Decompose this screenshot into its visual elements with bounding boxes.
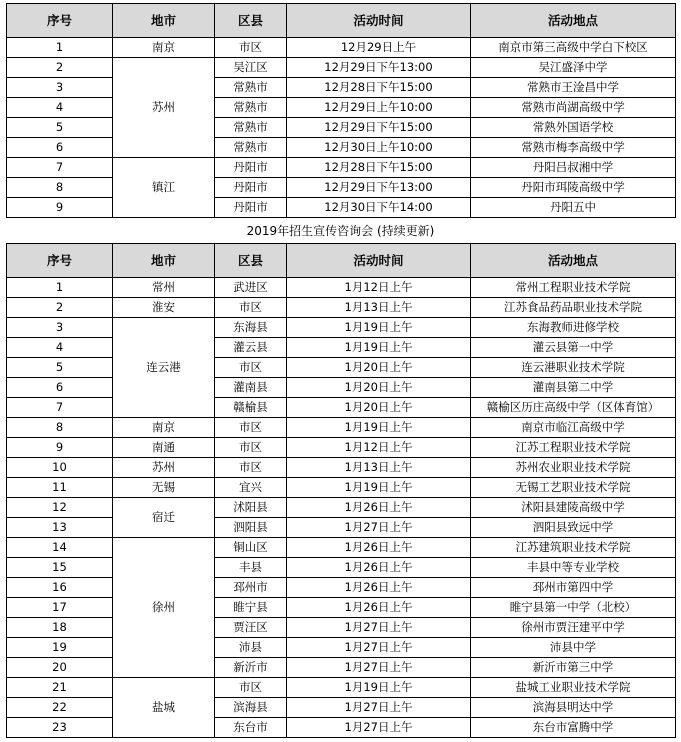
table-row xyxy=(7,378,676,398)
table-row xyxy=(7,598,676,618)
row-city: 南京 xyxy=(113,418,215,438)
row-county: 市区 xyxy=(215,358,287,378)
row-time: 1月12日上午 xyxy=(287,278,471,298)
header-no: 序号 xyxy=(7,4,113,38)
table-row xyxy=(7,358,676,378)
row-county: 贾汪区 xyxy=(215,618,287,638)
row-county: 东海县 xyxy=(215,318,287,338)
row-time: 1月13日上午 xyxy=(287,458,471,478)
row-number: 19 xyxy=(7,638,113,658)
row-city: 南通 xyxy=(113,438,215,458)
row-city: 淮安 xyxy=(113,298,215,318)
row-time: 1月26日上午 xyxy=(287,578,471,598)
table-row xyxy=(7,58,676,78)
row-place: 南京市第三高级中学白下校区 xyxy=(471,38,676,58)
row-number: 20 xyxy=(7,658,113,678)
row-place: 丹阳吕叔湘中学 xyxy=(471,158,676,178)
table-row xyxy=(7,138,676,158)
row-time: 1月12日上午 xyxy=(287,438,471,458)
row-number: 10 xyxy=(7,458,113,478)
row-number: 16 xyxy=(7,578,113,598)
row-place: 灌云县第一中学 xyxy=(471,338,676,358)
table-row xyxy=(7,518,676,538)
row-time: 1月26日上午 xyxy=(287,538,471,558)
header-county: 区县 xyxy=(215,4,287,38)
row-time: 1月13日上午 xyxy=(287,298,471,318)
row-place: 新沂市第三中学 xyxy=(471,658,676,678)
row-place: 连云港职业技术学院 xyxy=(471,358,676,378)
table-row xyxy=(7,718,676,738)
table-row xyxy=(7,278,676,298)
row-number: 4 xyxy=(7,338,113,358)
table-row xyxy=(7,698,676,718)
row-county: 市区 xyxy=(215,418,287,438)
row-place: 灌南县第二中学 xyxy=(471,378,676,398)
row-county: 丰县 xyxy=(215,558,287,578)
row-number: 22 xyxy=(7,698,113,718)
row-county: 常熟市 xyxy=(215,98,287,118)
row-place: 丹阳五中 xyxy=(471,198,676,218)
row-place: 盐城工业职业技术学院 xyxy=(471,678,676,698)
row-time: 1月26日上午 xyxy=(287,498,471,518)
row-number: 2 xyxy=(7,298,113,318)
row-number: 8 xyxy=(7,418,113,438)
row-number: 11 xyxy=(7,478,113,498)
table-row xyxy=(7,618,676,638)
row-place: 南京市临江高级中学 xyxy=(471,418,676,438)
row-time: 1月27日上午 xyxy=(287,518,471,538)
row-place: 丰县中等专业学校 xyxy=(471,558,676,578)
row-county: 市区 xyxy=(215,458,287,478)
row-city: 连云港 xyxy=(113,318,215,418)
row-county: 新沂市 xyxy=(215,658,287,678)
row-place: 沛县中学 xyxy=(471,638,676,658)
row-place: 常熟市尚湖高级中学 xyxy=(471,98,676,118)
row-place: 常熟市王淦昌中学 xyxy=(471,78,676,98)
row-time: 12月29日下午13:00 xyxy=(287,58,471,78)
row-number: 21 xyxy=(7,678,113,698)
row-place: 赣榆区历庄高级中学（区体育馆） xyxy=(471,398,676,418)
row-number: 6 xyxy=(7,378,113,398)
row-time: 1月19日上午 xyxy=(287,318,471,338)
row-time: 1月20日上午 xyxy=(287,398,471,418)
row-county: 丹阳市 xyxy=(215,158,287,178)
table-row xyxy=(7,658,676,678)
row-time: 12月29日上午10:00 xyxy=(287,98,471,118)
row-place: 沭阳县建陵高级中学 xyxy=(471,498,676,518)
row-time: 12月30日上午10:00 xyxy=(287,138,471,158)
row-number: 9 xyxy=(7,198,113,218)
row-city: 镇江 xyxy=(113,158,215,218)
row-place: 徐州市贾汪建平中学 xyxy=(471,618,676,638)
row-time: 1月19日上午 xyxy=(287,678,471,698)
header-place: 活动地点 xyxy=(471,244,676,278)
header-place: 活动地点 xyxy=(471,4,676,38)
row-county: 睢宁县 xyxy=(215,598,287,618)
table-header-row xyxy=(7,244,676,278)
row-county: 市区 xyxy=(215,678,287,698)
header-county: 区县 xyxy=(215,244,287,278)
row-county: 丹阳市 xyxy=(215,178,287,198)
row-place: 江苏工程职业技术学院 xyxy=(471,438,676,458)
row-time: 1月19日上午 xyxy=(287,418,471,438)
row-time: 12月28日下午15:00 xyxy=(287,78,471,98)
section-caption: 2019年招生宣传咨询会 (持续更新) xyxy=(246,224,435,238)
row-county: 常熟市 xyxy=(215,138,287,158)
row-number: 3 xyxy=(7,78,113,98)
row-city: 苏州 xyxy=(113,458,215,478)
table-row xyxy=(7,158,676,178)
row-number: 17 xyxy=(7,598,113,618)
table-row xyxy=(7,338,676,358)
row-number: 23 xyxy=(7,718,113,738)
row-county: 滨海县 xyxy=(215,698,287,718)
table-row xyxy=(7,438,676,458)
row-county: 市区 xyxy=(215,438,287,458)
row-number: 9 xyxy=(7,438,113,458)
table-header-row xyxy=(7,4,676,38)
row-place: 常熟外国语学校 xyxy=(471,118,676,138)
row-place: 无锡工艺职业技术学院 xyxy=(471,478,676,498)
table-row xyxy=(7,118,676,138)
row-number: 18 xyxy=(7,618,113,638)
header-no: 序号 xyxy=(7,244,113,278)
row-county: 市区 xyxy=(215,38,287,58)
table-row xyxy=(7,398,676,418)
row-county: 常熟市 xyxy=(215,118,287,138)
table-row xyxy=(7,298,676,318)
row-county: 市区 xyxy=(215,298,287,318)
row-county: 灌南县 xyxy=(215,378,287,398)
row-time: 1月27日上午 xyxy=(287,718,471,738)
row-time: 1月27日上午 xyxy=(287,698,471,718)
table-body-2 xyxy=(7,278,676,738)
table-row xyxy=(7,498,676,518)
row-time: 1月19日上午 xyxy=(287,478,471,498)
row-place: 常熟市梅李高级中学 xyxy=(471,138,676,158)
row-place: 常州工程职业技术学院 xyxy=(471,278,676,298)
row-county: 沭阳县 xyxy=(215,498,287,518)
row-county: 吴江区 xyxy=(215,58,287,78)
row-county: 赣榆县 xyxy=(215,398,287,418)
row-place: 苏州农业职业技术学院 xyxy=(471,458,676,478)
row-time: 1月19日上午 xyxy=(287,338,471,358)
row-county: 常熟市 xyxy=(215,78,287,98)
row-time: 12月28日下午15:00 xyxy=(287,158,471,178)
row-county: 丹阳市 xyxy=(215,198,287,218)
table-row xyxy=(7,458,676,478)
table-row xyxy=(7,318,676,338)
row-number: 14 xyxy=(7,538,113,558)
table-row xyxy=(7,418,676,438)
row-number: 6 xyxy=(7,138,113,158)
row-number: 2 xyxy=(7,58,113,78)
table-row xyxy=(7,478,676,498)
row-city: 徐州 xyxy=(113,538,215,678)
row-time: 1月27日上午 xyxy=(287,618,471,638)
table-row xyxy=(7,558,676,578)
row-time: 12月29日下午13:00 xyxy=(287,178,471,198)
row-time: 1月20日上午 xyxy=(287,358,471,378)
row-time: 1月27日上午 xyxy=(287,658,471,678)
row-time: 1月26日上午 xyxy=(287,558,471,578)
table-row xyxy=(7,198,676,218)
row-place: 滨海县明达中学 xyxy=(471,698,676,718)
row-number: 3 xyxy=(7,318,113,338)
row-number: 5 xyxy=(7,118,113,138)
row-number: 5 xyxy=(7,358,113,378)
table-row xyxy=(7,678,676,698)
row-city: 苏州 xyxy=(113,58,215,158)
row-place: 丹阳市珥陵高级中学 xyxy=(471,178,676,198)
row-place: 泗阳县致远中学 xyxy=(471,518,676,538)
row-place: 江苏建筑职业技术学院 xyxy=(471,538,676,558)
row-county: 沛县 xyxy=(215,638,287,658)
table-row xyxy=(7,578,676,598)
row-place: 吴江盛泽中学 xyxy=(471,58,676,78)
table-row xyxy=(7,78,676,98)
row-place: 邳州市第四中学 xyxy=(471,578,676,598)
row-county: 东台市 xyxy=(215,718,287,738)
row-place: 江苏食品药品职业技术学院 xyxy=(471,298,676,318)
row-place: 睢宁县第一中学（北校） xyxy=(471,598,676,618)
row-time: 12月30日下午14:00 xyxy=(287,198,471,218)
row-number: 8 xyxy=(7,178,113,198)
row-number: 4 xyxy=(7,98,113,118)
schedule-table-2 xyxy=(6,243,676,738)
row-time: 1月26日上午 xyxy=(287,598,471,618)
header-city: 地市 xyxy=(113,244,215,278)
table-row xyxy=(7,38,676,58)
header-city: 地市 xyxy=(113,4,215,38)
row-time: 12月29日上午 xyxy=(287,38,471,58)
row-county: 邳州市 xyxy=(215,578,287,598)
row-place: 东台市富腾中学 xyxy=(471,718,676,738)
table-row xyxy=(7,178,676,198)
row-city: 宿迁 xyxy=(113,498,215,538)
row-time: 1月20日上午 xyxy=(287,378,471,398)
row-county: 泗阳县 xyxy=(215,518,287,538)
row-time: 12月29日下午15:00 xyxy=(287,118,471,138)
header-time: 活动时间 xyxy=(287,244,471,278)
row-number: 13 xyxy=(7,518,113,538)
row-time: 1月27日上午 xyxy=(287,638,471,658)
row-city: 南京 xyxy=(113,38,215,58)
row-number: 7 xyxy=(7,158,113,178)
row-county: 宜兴 xyxy=(215,478,287,498)
row-city: 常州 xyxy=(113,278,215,298)
table-body-1 xyxy=(7,38,676,218)
row-number: 15 xyxy=(7,558,113,578)
table-row xyxy=(7,98,676,118)
table-row xyxy=(7,638,676,658)
row-county: 铜山区 xyxy=(215,538,287,558)
row-city: 盐城 xyxy=(113,678,215,738)
row-number: 7 xyxy=(7,398,113,418)
header-time: 活动时间 xyxy=(287,4,471,38)
row-county: 武进区 xyxy=(215,278,287,298)
table-row xyxy=(7,538,676,558)
schedule-table-1 xyxy=(6,3,676,218)
row-county: 灌云县 xyxy=(215,338,287,358)
row-number: 1 xyxy=(7,278,113,298)
row-number: 12 xyxy=(7,498,113,518)
row-number: 1 xyxy=(7,38,113,58)
row-place: 东海教师进修学校 xyxy=(471,318,676,338)
row-city: 无锡 xyxy=(113,478,215,498)
